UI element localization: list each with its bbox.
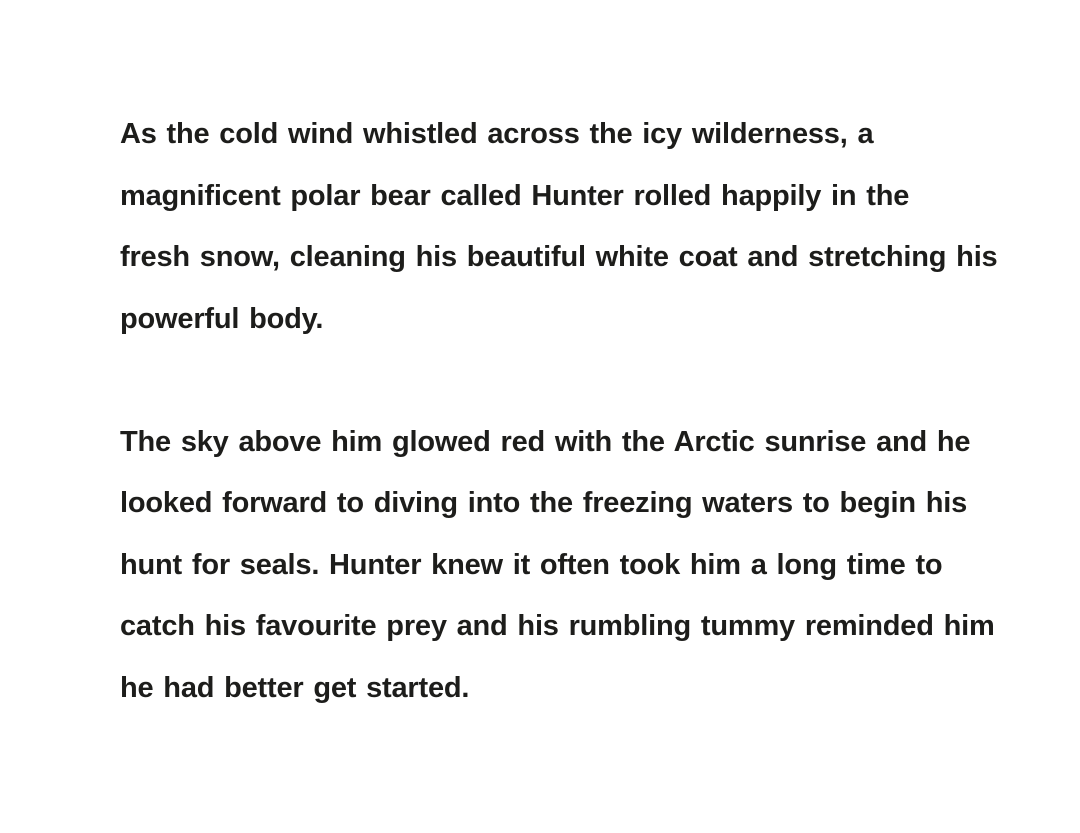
paragraph-1	[120, 104, 997, 350]
paragraph-2	[120, 412, 997, 720]
paragraph-2-line-1: The sky above him glowed red with the Arctic sunrise and he	[120, 425, 971, 458]
paragraph-2-line-2: looked forward to diving into the freezing waters to begin his	[120, 487, 968, 519]
paragraph-1-line-1: As the cold wind whistled across the icy wilderness, a	[120, 118, 874, 150]
paragraph-2-line-4: catch his favourite prey and his rumbling tummy reminded him	[120, 610, 995, 642]
paragraph-2-line-5: he had better get started.	[120, 671, 470, 704]
paragraph-1-line-3: fresh snow, cleaning his beautiful white coat and stretching his	[120, 241, 998, 273]
story-text-block	[120, 104, 997, 719]
paragraph-2-line-3: hunt for seals. Hunter knew it often took him a long time to	[120, 548, 943, 581]
paragraph-1-line-2: magnificent polar bear called Hunter rolled happily in the	[120, 179, 910, 212]
paragraph-1-line-4: powerful body.	[120, 302, 324, 335]
